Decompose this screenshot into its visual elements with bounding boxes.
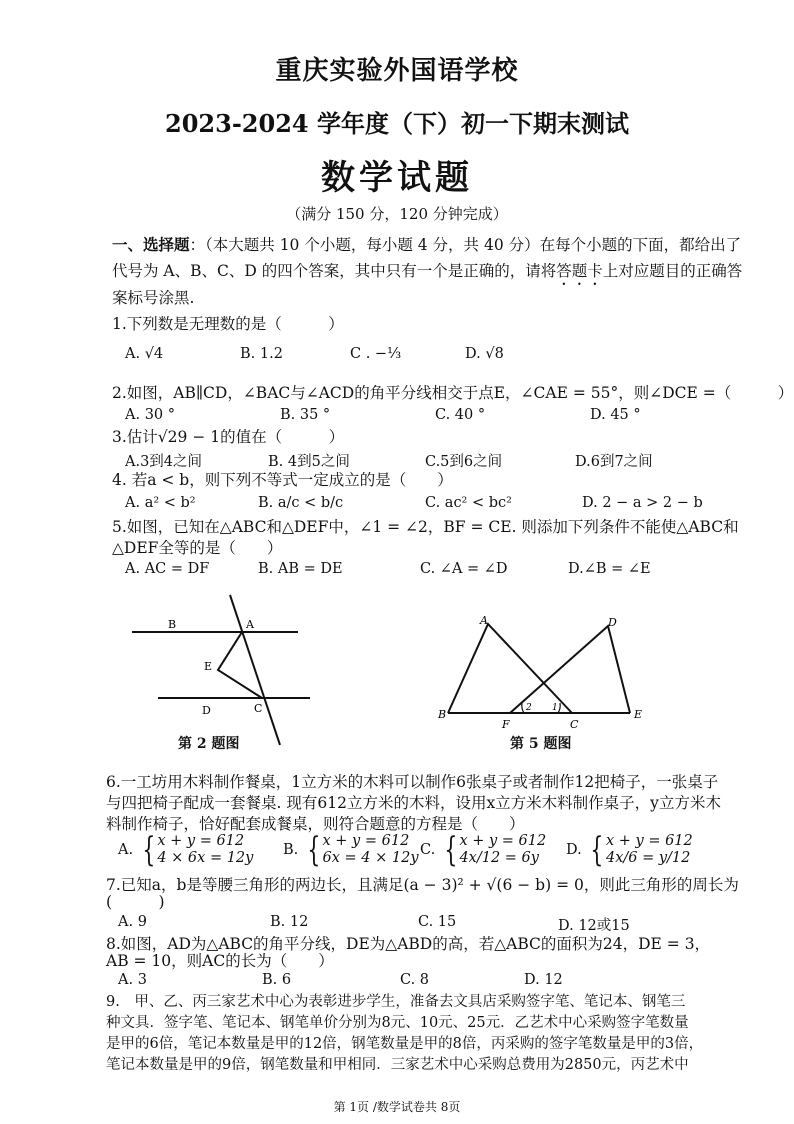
label-d: D <box>202 704 211 717</box>
q7-option-c: C. 15 <box>418 914 457 930</box>
q7-option-a: A. 9 <box>118 914 147 930</box>
q2-stem: 2.如图，AB∥CD，∠BAC与∠ACD的角平分线相交于点E，∠CAE = 55°，则∠DCE =（ ） <box>112 384 794 402</box>
q1-option-a: A. √4 <box>125 346 164 362</box>
section1-intro3: 案标号涂黑. <box>112 289 195 307</box>
q5-option-c: C. ∠A = ∠D <box>420 561 508 577</box>
q5-stem-line1: 5.如图，已知在△ABC和△DEF中，∠1 = ∠2，BF = CE. 则添加下列条件不能使△ABC和 <box>112 518 739 536</box>
q2-option-b: B. 35 ° <box>280 407 331 423</box>
q5-option-b: B. AB = DE <box>258 561 343 577</box>
q3-option-b: B. 4到5之间 <box>268 454 350 470</box>
q1-option-d: D. √8 <box>465 346 504 362</box>
q6-c-eq2: 4x/12 = 6y <box>459 850 539 866</box>
figure-2-caption: 第 2 题图 <box>178 736 240 752</box>
q2-option-a: A. 30 ° <box>125 407 175 423</box>
q4-option-c: C. ac² < bc² <box>425 495 512 511</box>
q6-a-brace: { <box>142 830 156 870</box>
q6-c-eq1: x + y = 612 <box>459 833 547 850</box>
q1-option-c: C . −⅓ <box>350 346 402 362</box>
q6-line2: 与四把椅子配成一套餐桌. 现有612立方米的木料，设用x立方米木料制作桌子，y立方米木 <box>106 794 721 812</box>
label-d5: D <box>608 616 617 629</box>
subject-title: 数学试题 <box>321 158 473 198</box>
q6-b-label: B. <box>283 842 299 858</box>
label-a: A <box>246 618 254 631</box>
label-angle-1: 1 <box>552 703 558 713</box>
q1-stem: 1.下列数是无理数的是（ ） <box>112 315 344 333</box>
school-title: 重庆实验外国语学校 <box>275 56 519 86</box>
q2-option-d: D. 45 ° <box>590 407 641 423</box>
q5-stem-line2: △DEF全等的是（ ） <box>112 539 283 557</box>
bisectors-ae-ce <box>218 632 262 698</box>
triangle-abc <box>448 624 572 713</box>
q5-option-a: A. AC = DF <box>125 561 210 577</box>
q7-option-d: D. 12或15 <box>558 918 630 934</box>
q6-option-d <box>566 830 693 870</box>
q3-option-c: C.5到6之间 <box>425 454 503 470</box>
q6-a-eq1: x + y = 612 <box>157 833 245 850</box>
q6-b-eq1: x + y = 612 <box>322 833 410 850</box>
q7-line2: ( ) <box>106 893 165 911</box>
q6-option-a <box>118 830 253 870</box>
section1-intro2c: 上对应题目的正确答 <box>602 262 743 280</box>
q3-stem: 3.估计√29 − 1的值在（ ） <box>112 428 345 446</box>
section1-answer-card: 答题卡 <box>556 262 603 280</box>
q9-line2: 种文具．签字笔、笔记本、钢笔单价分别为8元、10元、25元．乙艺术中心采购签字笔数量 <box>106 1015 689 1031</box>
q6-line1: 6.一工坊用木料制作餐桌，1立方米的木料可以制作6张桌子或者制作12把椅子，一张桌子 <box>106 773 719 791</box>
angle-1-arc <box>558 703 560 713</box>
q7-line1: 7.已知a，b是等腰三角形的两边长，且满足(a − 3)² + √(6 − b) = 0，则此三角形的周长为 <box>106 876 739 894</box>
angle-2-arc <box>522 703 524 713</box>
q6-c-label: C. <box>420 842 436 858</box>
term-title: 2023-2024 学年度（下）初一下期末测试 <box>165 109 629 138</box>
q7-option-b: B. 12 <box>270 914 309 930</box>
section1-heading: 一、选择题 <box>112 235 190 254</box>
q9-line3: 是甲的6倍，笔记本数量是甲的12倍，钢笔数量是甲的8倍，丙采购的签字笔数量是甲的3倍， <box>106 1036 704 1052</box>
exam-info: （满分 150 分，120 分钟完成） <box>286 205 508 223</box>
q8-option-b: B. 6 <box>262 972 292 988</box>
q6-d-eq2: 4x/6 = y/12 <box>605 850 691 866</box>
figure-2 <box>120 590 320 750</box>
section1-line2 <box>112 262 742 289</box>
q6-d-label: D. <box>566 842 582 858</box>
label-angle-2: 2 <box>526 703 532 713</box>
q8-option-d: D. 12 <box>524 972 563 988</box>
label-e5: E <box>634 708 643 721</box>
section1-line1 <box>112 236 741 255</box>
q8-line1: 8.如图，AD为△ABC的角平分线，DE为△ABD的高，若△ABC的面积为24，DE = 3， <box>106 935 711 953</box>
q6-d-eq1: x + y = 612 <box>605 833 693 850</box>
page-footer: 第 1页 /数学试卷共 8页 <box>333 1100 461 1114</box>
q8-option-c: C. 8 <box>400 972 430 988</box>
q9-line1: 9. 甲、乙、丙三家艺术中心为表彰进步学生，准备去文具店采购签字笔、笔记本、钢笔三 <box>106 994 686 1010</box>
q4-stem: 4. 若a < b，则下列不等式一定成立的是（ ） <box>112 471 453 489</box>
q8-line2: AB = 10，则AC的长为（ ） <box>106 952 334 970</box>
q6-b-eq2: 6x = 4 × 12y <box>322 850 419 866</box>
label-c5: C <box>570 718 579 731</box>
q8-option-a: A. 3 <box>118 972 147 988</box>
q4-option-a: A. a² < b² <box>125 495 196 511</box>
q6-b-brace: { <box>307 830 321 870</box>
section1-intro1: ：（本大题共 10 个小题，每小题 4 分，共 40 分）在每个小题的下面，都给出了 <box>189 236 742 254</box>
q4-option-d: D. 2 − a > 2 − b <box>582 495 703 511</box>
q2-option-c: C. 40 ° <box>435 407 486 423</box>
q3-option-d: D.6到7之间 <box>575 454 653 470</box>
label-e: E <box>204 660 213 673</box>
label-f5: F <box>502 718 510 731</box>
section1-intro2a: 代号为 A、B、C、D 的四个答案，其中只有一个是正确的，请将 <box>112 262 557 280</box>
label-c: C <box>254 702 263 715</box>
q6-option-b <box>283 830 419 870</box>
q3-option-a: A.3到4之间 <box>125 454 203 470</box>
figure-5-caption: 第 5 题图 <box>510 736 572 752</box>
figure-5 <box>430 610 660 740</box>
q6-option-c <box>420 830 546 870</box>
triangle-def <box>510 626 630 713</box>
q4-option-b: B. a/c < b/c <box>258 495 344 511</box>
q6-d-brace: { <box>590 830 604 870</box>
label-a5: A <box>480 614 488 627</box>
q6-a-label: A. <box>118 842 134 858</box>
q5-option-d: D.∠B = ∠E <box>568 561 651 577</box>
label-b5: B <box>438 708 447 721</box>
q1-option-b: B. 1.2 <box>240 346 283 362</box>
q9-line4: 笔记本数量是甲的9倍，钢笔数量和甲相同．三家艺术中心采购总费用为2850元，丙艺术中 <box>106 1057 689 1073</box>
q6-a-eq2: 4 × 6x = 12y <box>157 850 254 866</box>
transversal-ac <box>230 595 280 745</box>
q6-line3: 料制作椅子，恰好配套成餐桌，则符合题意的方程是（ ） <box>106 815 525 833</box>
label-b: B <box>168 618 177 631</box>
q6-c-brace: { <box>444 830 458 870</box>
